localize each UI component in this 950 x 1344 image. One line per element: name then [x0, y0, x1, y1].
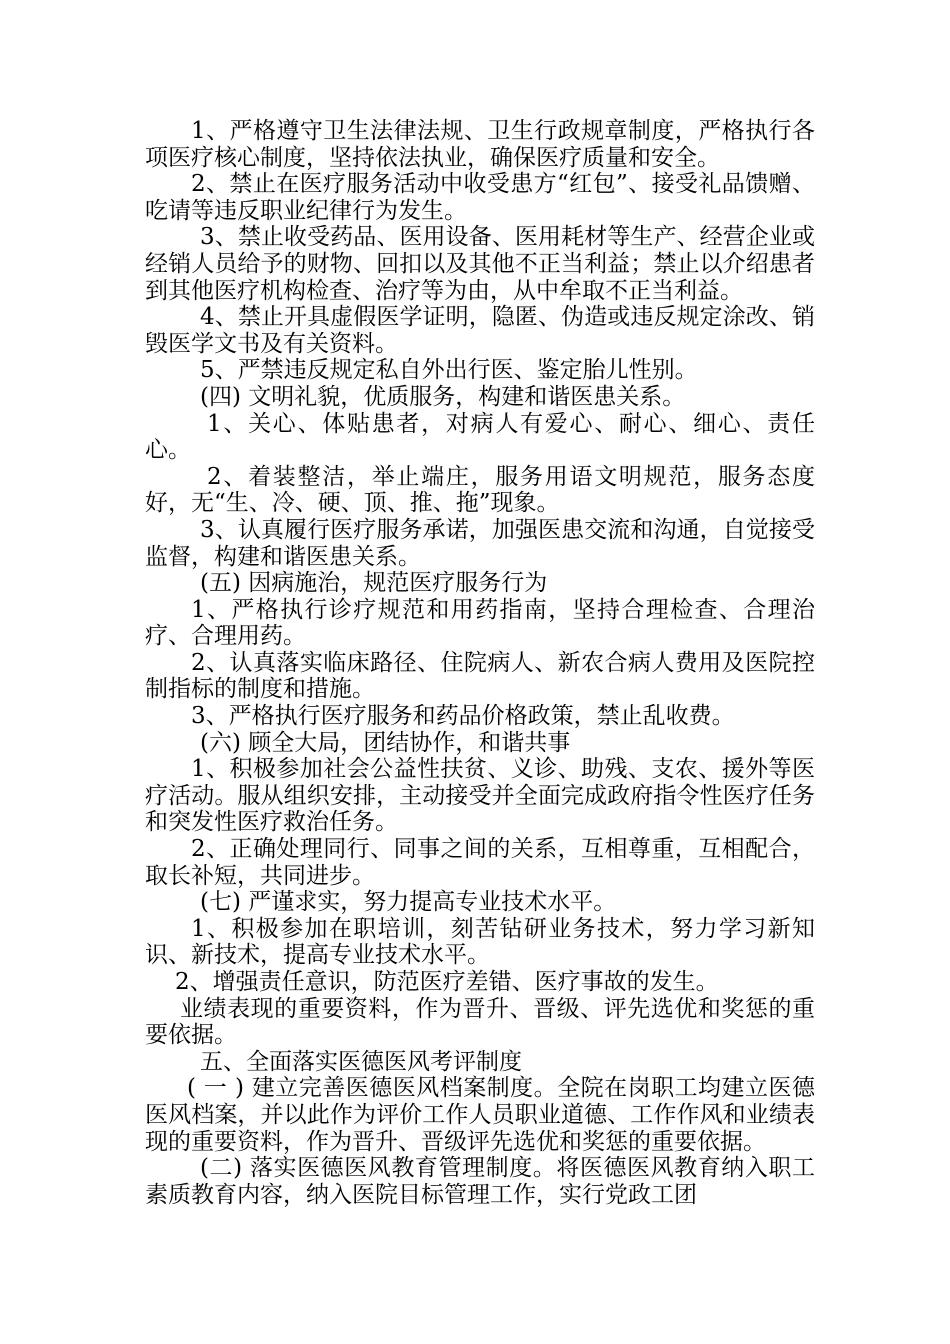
paragraph: 3、禁止收受药品、医用设备、医用耗材等生产、经营企业或经销人员给予的财物、回扣以及其他不正当利益；禁止以介绍患者到其他医疗机构检查、治疗等为由，从中牟取不正当利益。 [145, 224, 815, 304]
section-heading: 五、全面落实医德医风考评制度 [200, 1048, 522, 1075]
paragraph: 1、积极参加在职培训，刻苦钻研业务技术，努力学习新知识、新技术，提高专业技术水平。 [145, 915, 815, 969]
paragraph: 2、禁止在医疗服务活动中收受患方“红包”、接受礼品馈赠、吃请等违反职业纪律行为发生。 [145, 171, 815, 224]
paragraph: 1、关心、体贴患者，对病人有爱心、耐心、细心、责任心。 [145, 410, 815, 464]
paragraph: 3、认真履行医疗服务承诺，加强医患交流和沟通，自觉接受监督，构建和谐医患关系。 [145, 516, 815, 570]
section-heading: (五) 因病施治，规范医疗服务行为 [200, 570, 548, 597]
paragraph: 1、严格遵守卫生法律法规、卫生行政规章制度，严格执行各项医疗核心制度，坚持依法执业，确保医疗质量和安全。 [145, 118, 815, 171]
paragraph: 业绩表现的重要资料，作为晋升、晋级、评先选优和奖惩的重要依据。 [145, 995, 815, 1049]
paragraph: 1、严格执行诊疗规范和用药指南，坚持合理检查、合理治疗、合理用药。 [145, 596, 815, 650]
section-heading: (六) 顾全大局，团结协作，和谐共事 [200, 729, 571, 756]
paragraph: 5、严禁违反规定私自外出行医、鉴定胎儿性别。 [200, 357, 698, 384]
section-heading: (四) 文明礼貌，优质服务，构建和谐医患关系。 [200, 383, 686, 410]
paragraph: ( 一 ) 建立完善医德医风档案制度。全院在岗职工均建立医德医风档案，并以此作为评价工作人员职业道德、工作作风和业绩表现的重要资料，作为晋升、晋级评先选优和奖惩的重要依据。 [145, 1075, 815, 1155]
paragraph: 2、增强责任意识，防范医疗差错、医疗事故的发生。 [175, 969, 719, 995]
paragraph: 2、着装整洁，举止端庄，服务用语文明规范，服务态度好，无“生、冷、硬、顶、推、拖”现象。 [145, 463, 815, 517]
paragraph: 2、正确处理同行、同事之间的关系，互相尊重，互相配合，取长补短，共同进步。 [145, 836, 815, 889]
paragraph: (二) 落实医德医风教育管理制度。将医德医风教育纳入职工素质教育内容，纳入医院目标管理工作，实行党政工团 [145, 1155, 815, 1208]
paragraph: 1、积极参加社会公益性扶贫、义诊、助残、支农、援外等医疗活动。服从组织安排，主动接受并全面完成政府指令性医疗任务和突发性医疗救治任务。 [145, 756, 815, 836]
paragraph: 2、认真落实临床路径、住院病人、新农合病人费用及医院控制指标的制度和措施。 [145, 649, 815, 703]
paragraph: 3、严格执行医疗服务和药品价格政策，禁止乱收费。 [191, 703, 735, 730]
paragraph: 4、禁止开具虚假医学证明，隐匿、伪造或违反规定涂改、销毁医学文书及有关资料。 [145, 304, 815, 357]
section-heading: (七) 严谨求实，努力提高专业技术水平。 [200, 889, 617, 916]
document-body [145, 118, 815, 1208]
